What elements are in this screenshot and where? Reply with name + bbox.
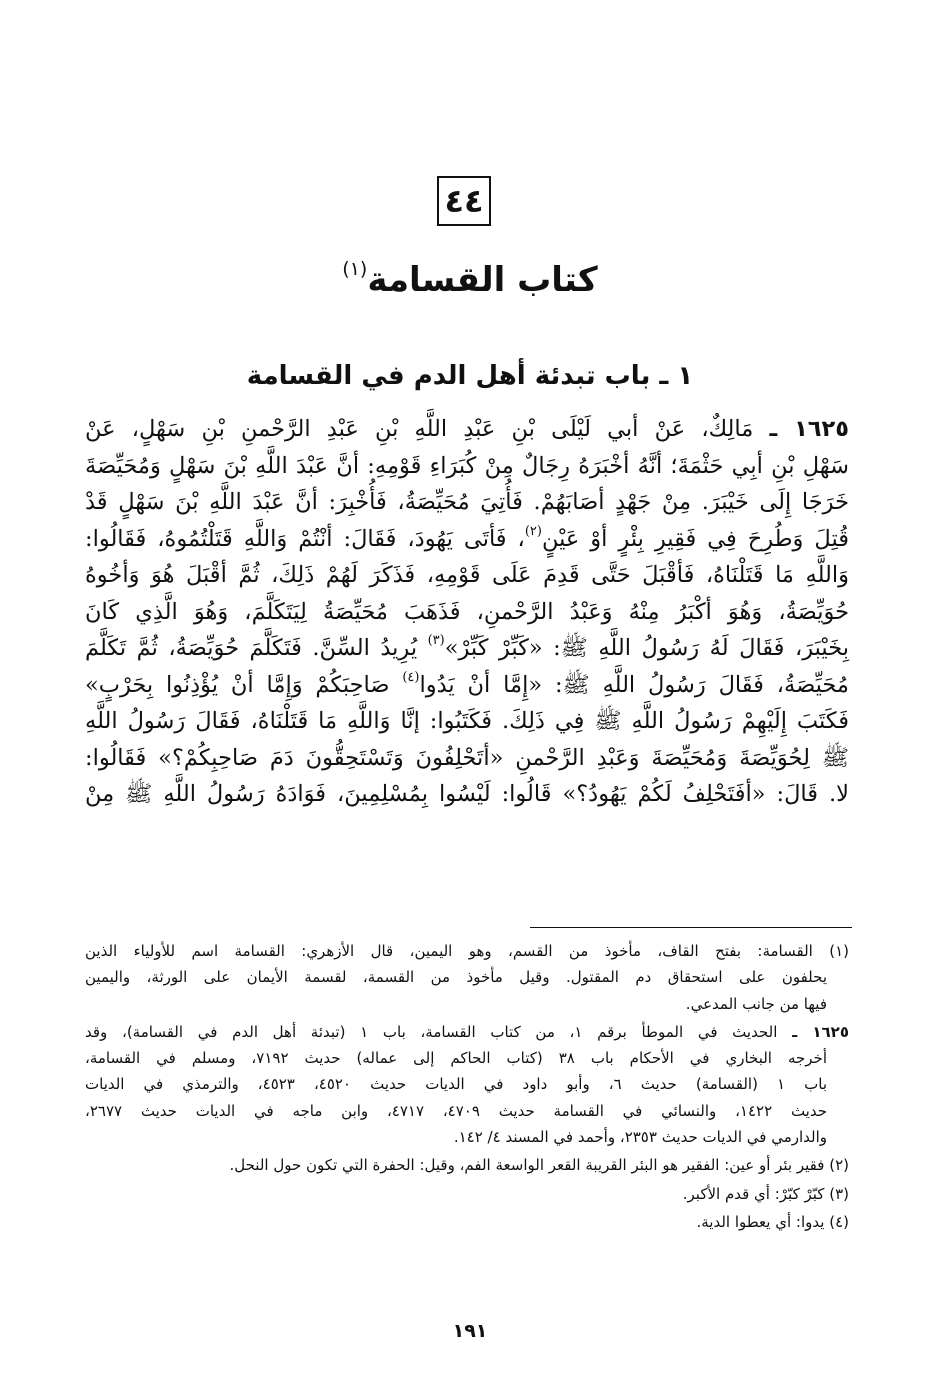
chapter-number: ٤٤	[444, 182, 484, 220]
hadith-line: قُتِلَ وَطُرِحَ فِي فَقِيرِ بِئْرٍ أوْ عَيْنٍ$^{(٢)}$، فَأتَى يَهُودَ، فَقَالَ: أنْتُمْ وَاللَّهِ قَتَلْتُمُوهُ، فَقَالُوا:	[85, 523, 849, 552]
hadith-line: ١٦٢٥ ـ مَالِكٌ، عَنْ أبي لَيْلَى بْنِ عَبْدِ اللَّهِ بْنِ عَبْدِ الرَّحْمنِ بْنِ سَهْلٍ، عَنْ	[85, 416, 849, 442]
footnote-4: (٤) يدوا: أي يعطوا الدية.	[696, 1212, 849, 1231]
footnote-number: ١٦٢٥ ـ	[792, 1022, 849, 1041]
hadith-line: بِخَيْبَرَ، فَقَالَ لَهُ رَسُولُ اللَّهِ ﷺ: «كَبِّرْ كَبِّرْ»$^{(٣)}$ يُرِيدُ السِّنَّ. فَتَكَلَّمَ حُوَيِّصَةُ، ثُمَّ تَكَلَّمَ	[85, 633, 849, 661]
hadith-text	[85, 411, 849, 813]
hadith-line: ﷺ لِحُوَيِّصَةَ وَمُحَيِّصَةَ وَعَبْدِ الرَّحْمنِ «أتَحْلِفُونَ وَتَسْتَحِقُّونَ دَمَ صَاحِبِكُمْ؟» فَقَالُوا:	[85, 744, 849, 771]
footnote-ref-4[interactable]: (٤)	[402, 669, 420, 685]
footnote-number: (٣)	[829, 1184, 849, 1203]
book-title	[0, 258, 940, 301]
footnote-2: (٢) فقير بئر أو عين: الفقير هو البئر القريبة القعر الواسعة الفم، وقيل: الحفرة التي تكون حول النحل.	[229, 1156, 849, 1175]
page-number: ١٩١	[452, 1320, 488, 1342]
footnote-number: (٤)	[829, 1212, 849, 1231]
footnote-number: (٢)	[829, 1156, 849, 1175]
hadith-line: وَاللَّهِ مَا قَتَلْنَاهُ، فَأقْبَلَ حَتَّى قَدِمَ عَلَى قَوْمِهِ، فَذَكَرَ لَهُمْ ذَلِكَ، ثُمَّ أقْبَلَ هُوَ وَأخُوهُ	[85, 562, 849, 588]
hadith-line: سَهْلِ بْنِ أبِي حَثْمَةَ؛ أنَّهُ أخْبَرَهُ رِجَالٌ مِنْ كُبَرَاءِ قَوْمِهِ: أنَّ عَبْدَ اللَّهِ بْنَ سَهْلٍ وَمُحَيِّصَةَ	[85, 452, 849, 479]
section-heading: ١ ـ باب تبدئة أهل الدم في القسامة	[246, 361, 694, 391]
footnote-1: (١) القسامة: بفتح القاف، مأخوذ من القسم، وهو اليمين، قال الأزهري: القسامة اسم للأولياء الذين يحلفون على استحقاق دم المقتول. وقيل مأخوذ من القسمة، لقسمة الأيمان على الورثة، واليمين فيها من جانب المدعي.	[85, 942, 849, 1013]
hadith-line: حُوَيِّصَةُ، وَهُوَ أكْبَرُ مِنْهُ وَعَبْدُ الرَّحْمنِ، فَذَهَبَ مُحَيِّصَةُ لِيَتَكَلَّمَ، وَهُوَ الَّذِي كَانَ	[85, 598, 849, 625]
footnote-hadith-1625: ١٦٢٥ ـ الحديث في الموطأ برقم ١، من كتاب القسامة، باب ١ (تبدئة أهل الدم في القسامة)، وقد أخرجه البخاري في الأحكام باب ٣٨ (كتاب الحاكم إلى عماله) حديث ٧١٩٢، ومسلم في القسامة، باب ١ (القسامة) حديث ٦، وأبو داود في الديات حديث ٤٥٢٠، ٤٥٢٣، والترمذي في الديات حديث ١٤٢٢، والنسائي في القسامة حديث ٤٧٠٩، ٤٧١٧، وابن ماجه في الديات حديث ٢٦٧٧، والدارمي في الديات حديث ٢٣٥٣، وأحمد في المسند ٤/ ١٤٢.	[85, 1022, 849, 1147]
footnote-number: (١)	[829, 942, 849, 960]
hadith-line: مُحَيِّصَةُ، فَقَالَ رَسُولُ اللَّهِ ﷺ: «إِمَّا أنْ يَدُوا$^{(٤)}$ صَاحِبَكُمْ وَإِمَّا أنْ يُؤْذِنُوا بِحَرْبٍ»	[85, 669, 849, 698]
footnotes	[85, 938, 849, 1237]
footnote-3: (٣) كبّرْ كبّرْ: أي قدم الأكبر.	[682, 1184, 849, 1203]
hadith-line: خَرَجَا إِلَى خَيْبَرَ. مِنْ جَهْدٍ أصَابَهُمْ. فَأُتِيَ مُحَيِّصَةُ، فَأُخْبِرَ: أنَّ عَبْدَ اللَّهِ بْنَ سَهْلٍ قَدْ	[85, 489, 849, 515]
chapter-number-box	[437, 176, 491, 226]
hadith-line: فَكَتَبَ إِلَيْهِمْ رَسُولُ اللَّهِ ﷺ فِي ذَلِكَ. فَكَتَبُوا: إنَّا وَاللَّهِ مَا قَتَلْنَاهُ، فَقَالَ رَسُولُ اللَّهِ	[85, 708, 849, 734]
footnote-ref-1[interactable]: (١)	[342, 258, 368, 280]
footnote-ref-3[interactable]: (٣)	[427, 633, 445, 648]
footnote-separator	[530, 927, 852, 928]
hadith-number: ١٦٢٥ ـ	[769, 416, 849, 442]
footnote-ref-2[interactable]: (٢)	[524, 523, 542, 539]
book-title-text: كتاب القسامة	[367, 260, 598, 300]
hadith-line: لا. قَالَ: «أفَتَحْلِفُ لَكُمْ يَهُودُ؟» قَالُوا: لَيْسُوا بِمُسْلِمِينَ، فَوَادَهُ رَسُولُ اللَّهِ ﷺ مِنْ	[85, 781, 849, 807]
